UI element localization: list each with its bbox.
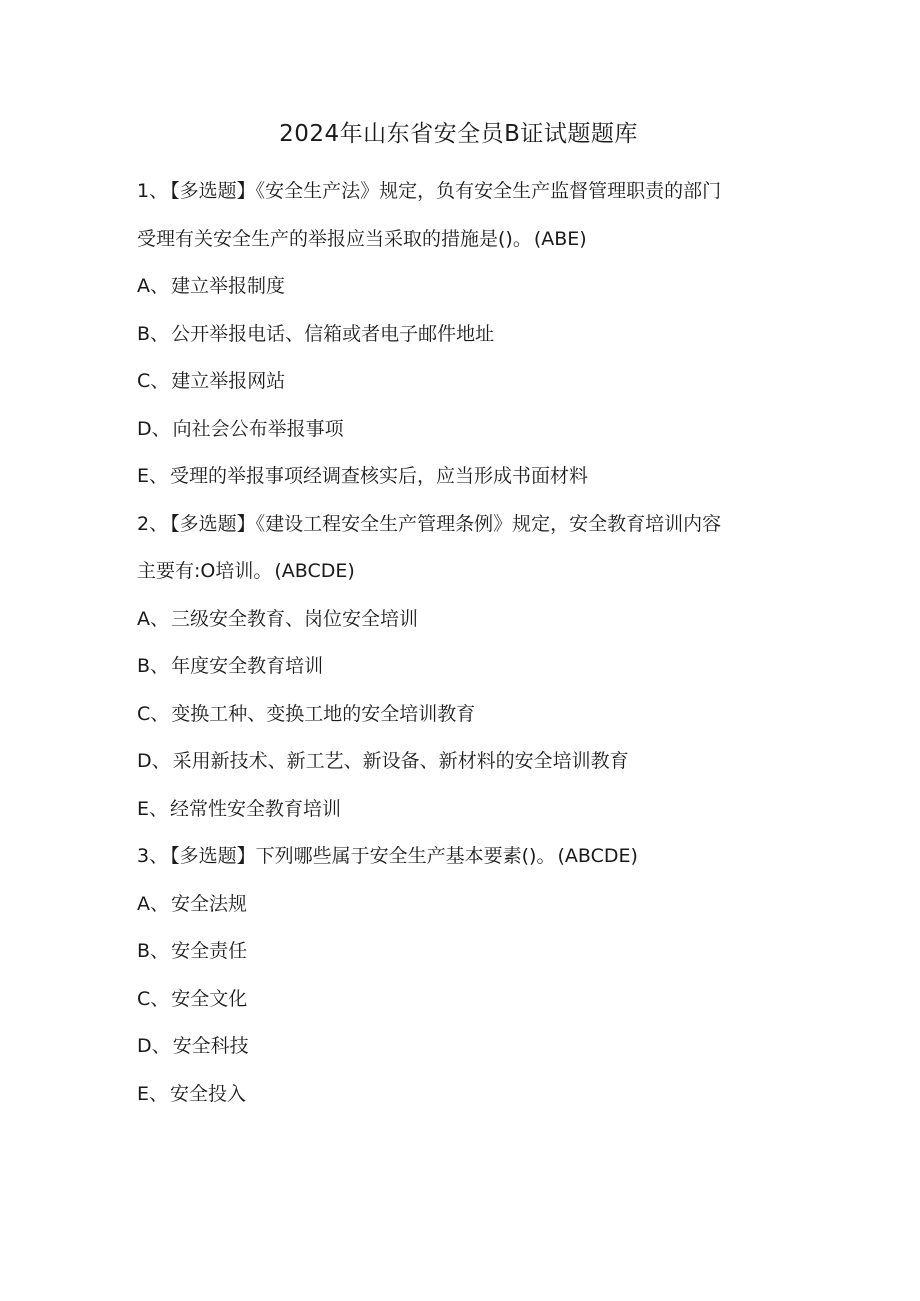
question-stem-line-1: 《建设工程安全生产管理条例》规定，安全教育培训内容 (255, 512, 722, 535)
question-number: 2 (137, 512, 150, 535)
question-stem-line-1: 《安全生产法》规定，负有安全生产监督管理职责的部门 (255, 180, 722, 202)
document-title: 2024年山东省安全员B证试题题库 (279, 121, 638, 147)
question-stem-continued (137, 548, 780, 596)
option-text: 受理的举报事项经调查核实后，应当形成书面材料 (170, 465, 589, 487)
question-answer: (ABE) (533, 227, 587, 250)
option-e: E、 受理的举报事项经调查核实后，应当形成书面材料 (137, 465, 589, 487)
option-letter: D (137, 1035, 152, 1057)
question-1 (137, 168, 780, 263)
question-stem: 3、 【多选题】下列哪些属于安全生产基本要素()。 (ABCDE) (137, 845, 638, 867)
question-stem: 2、 【多选题】《建设工程安全生产管理条例》规定，安全教育培训内容 (137, 512, 722, 535)
option-text: 向社会公布举报事项 (172, 417, 344, 440)
option-letter: C (137, 987, 151, 1010)
option-text: 建立举报网站 (171, 370, 286, 392)
option-d: D、 采用新技术、新工艺、新设备、新材料的安全培训教育 (137, 750, 629, 772)
option-letter: D (137, 750, 152, 772)
question-answer: (ABCDE) (274, 560, 355, 582)
option-text: 安全科技 (172, 1035, 249, 1057)
option-text: 经常性安全教育培训 (170, 797, 342, 820)
option-letter: C (137, 370, 151, 392)
question-stem-continued (137, 216, 780, 264)
option-text: 三级安全教育、岗位安全培训 (171, 607, 419, 630)
option-b: B、 公开举报电话、信箱或者电子邮件地址 (137, 322, 495, 345)
option-a: A、 三级安全教育、岗位安全培训 (137, 607, 419, 630)
option-d: D、 向社会公布举报事项 (137, 417, 344, 440)
option-letter: A (137, 275, 150, 297)
question-stem-line-2: 主要有:O培训。 (137, 560, 273, 582)
question-type: 【多选题】 (170, 845, 256, 867)
question-stem-line-1: 下列哪些属于安全生产基本要素()。 (255, 845, 556, 867)
question-type: 【多选题】 (170, 180, 256, 202)
option-letter: E (137, 797, 150, 820)
option-text: 采用新技术、新工艺、新设备、新材料的安全培训教育 (172, 750, 629, 772)
option-c: C、 变换工种、变换工地的安全培训教育 (137, 702, 476, 725)
option-text: 安全责任 (171, 940, 248, 962)
question-stem-line-2: 受理有关安全生产的举报应当采取的措施是()。 (137, 227, 532, 250)
option-c: C、 建立举报网站 (137, 370, 286, 392)
option-text: 建立举报制度 (171, 275, 286, 297)
question-number: 1 (137, 180, 150, 202)
option-e: E、 安全投入 (137, 1082, 247, 1105)
option-text: 安全法规 (171, 892, 248, 915)
option-letter: B (137, 655, 151, 677)
option-text: 公开举报电话、信箱或者电子邮件地址 (171, 322, 495, 345)
option-b: B、 年度安全教育培训 (137, 655, 324, 677)
question-stem: 1、 【多选题】《安全生产法》规定，负有安全生产监督管理职责的部门 (137, 180, 722, 202)
option-text: 安全文化 (171, 987, 248, 1010)
option-letter: D (137, 417, 152, 440)
option-a: A、 建立举报制度 (137, 275, 286, 297)
option-text: 安全投入 (170, 1082, 247, 1105)
option-text: 年度安全教育培训 (171, 655, 324, 677)
option-c: C、 安全文化 (137, 987, 248, 1010)
question-type: 【多选题】 (170, 512, 256, 535)
option-a: A、 安全法规 (137, 892, 248, 915)
option-letter: C (137, 702, 151, 725)
option-text: 变换工种、变换工地的安全培训教育 (171, 702, 476, 725)
option-letter: E (137, 465, 150, 487)
option-e: E、 经常性安全教育培训 (137, 797, 342, 820)
question-answer: (ABCDE) (557, 845, 638, 867)
option-letter: B (137, 322, 151, 345)
option-b: B、 安全责任 (137, 940, 248, 962)
option-letter: A (137, 607, 150, 630)
option-letter: E (137, 1082, 150, 1105)
option-letter: B (137, 940, 151, 962)
option-d: D、 安全科技 (137, 1035, 249, 1057)
option-letter: A (137, 892, 150, 915)
question-number: 3 (137, 845, 150, 867)
question-2 (137, 501, 780, 596)
question-3 (137, 833, 780, 881)
